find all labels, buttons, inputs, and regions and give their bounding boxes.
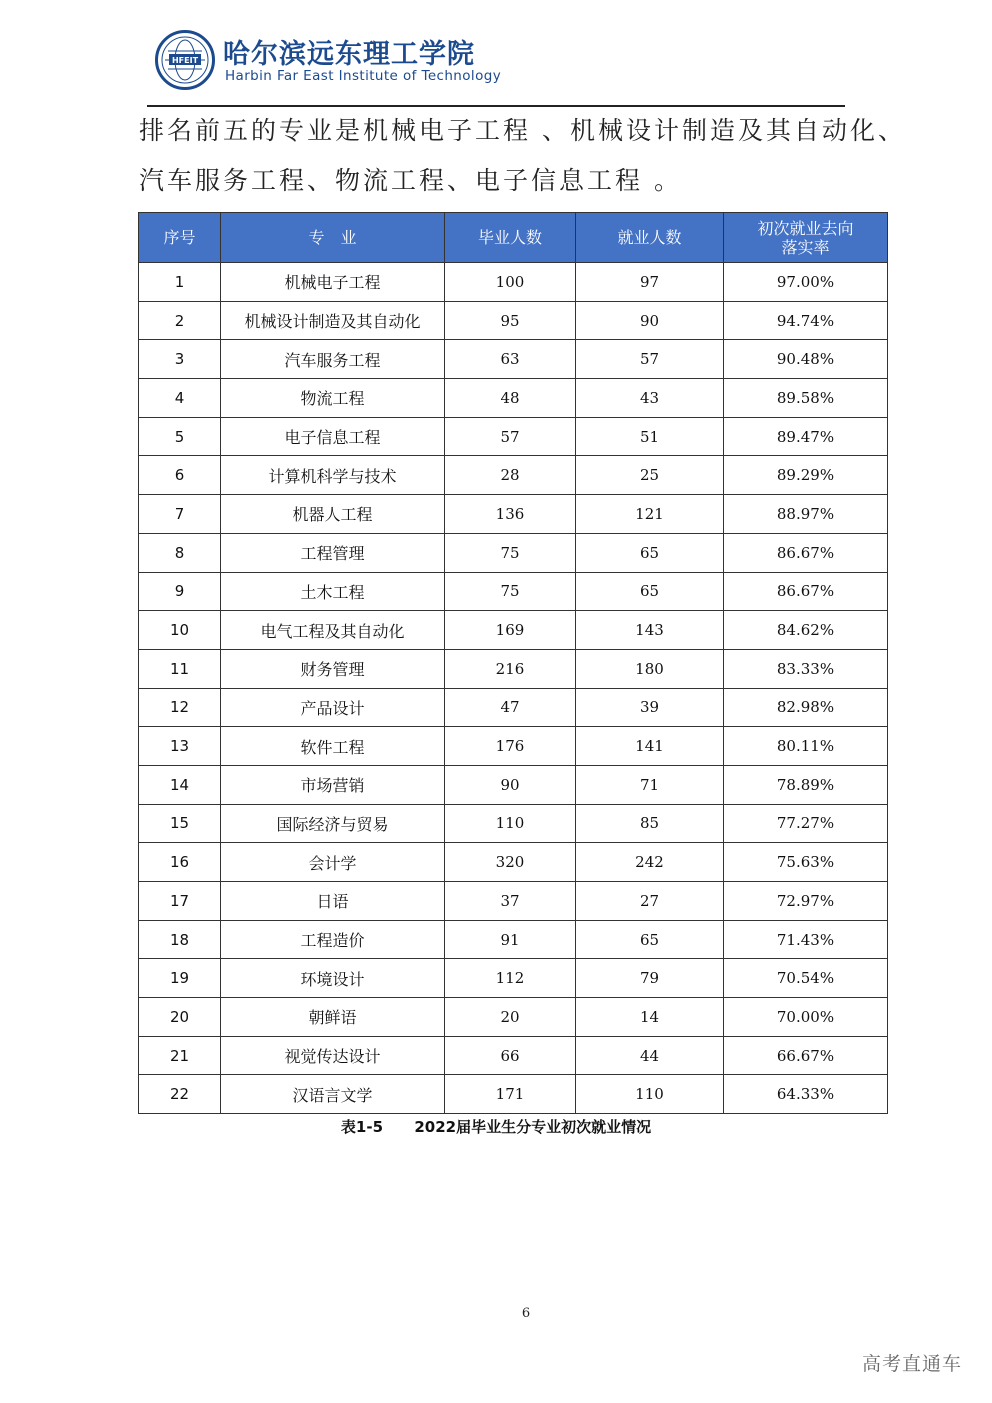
header-employed: 就业人数 [576, 213, 724, 263]
cell-seq: 3 [139, 340, 221, 379]
cell-major: 环境设计 [221, 959, 445, 998]
cell-graduates: 91 [445, 920, 576, 959]
cell-rate: 70.54% [724, 959, 888, 998]
table-header-row [139, 213, 888, 263]
cell-seq: 12 [139, 688, 221, 727]
cell-employed: 44 [576, 1036, 724, 1075]
table-row [139, 882, 888, 921]
table-row [139, 572, 888, 611]
cell-rate: 64.33% [724, 1075, 888, 1114]
cell-seq: 19 [139, 959, 221, 998]
cell-employed: 97 [576, 263, 724, 302]
cell-graduates: 75 [445, 572, 576, 611]
cell-graduates: 37 [445, 882, 576, 921]
cell-employed: 27 [576, 882, 724, 921]
table-row [139, 340, 888, 379]
cell-seq: 14 [139, 765, 221, 804]
cell-major: 工程管理 [221, 533, 445, 572]
table-row [139, 1036, 888, 1075]
cell-graduates: 75 [445, 533, 576, 572]
cell-graduates: 112 [445, 959, 576, 998]
cell-seq: 22 [139, 1075, 221, 1114]
table-row [139, 1075, 888, 1114]
table-row [139, 417, 888, 456]
cell-rate: 77.27% [724, 804, 888, 843]
cell-graduates: 95 [445, 301, 576, 340]
cell-graduates: 20 [445, 998, 576, 1037]
cell-seq: 21 [139, 1036, 221, 1075]
cell-employed: 110 [576, 1075, 724, 1114]
cell-major: 市场营销 [221, 765, 445, 804]
page-number: 6 [521, 1306, 531, 1321]
cell-major: 日语 [221, 882, 445, 921]
cell-major: 机器人工程 [221, 495, 445, 534]
cell-rate: 86.67% [724, 533, 888, 572]
cell-major: 机械设计制造及其自动化 [221, 301, 445, 340]
cell-graduates: 176 [445, 727, 576, 766]
table-row [139, 998, 888, 1037]
cell-employed: 90 [576, 301, 724, 340]
cell-rate: 94.74% [724, 301, 888, 340]
table-row [139, 920, 888, 959]
cell-graduates: 47 [445, 688, 576, 727]
cell-major: 汉语言文学 [221, 1075, 445, 1114]
university-name-en: Harbin Far East Institute of Technology [225, 68, 502, 84]
body-paragraph-line-2: 汽车服务工程、物流工程、电子信息工程 。 [139, 166, 682, 195]
cell-graduates: 110 [445, 804, 576, 843]
header-graduates: 毕业人数 [445, 213, 576, 263]
body-paragraph-line-1: 排名前五的专业是机械电子工程 、机械设计制造及其自动化、 [139, 116, 906, 145]
header-seq: 序号 [139, 213, 221, 263]
cell-employed: 71 [576, 765, 724, 804]
cell-seq: 6 [139, 456, 221, 495]
cell-seq: 7 [139, 495, 221, 534]
cell-major: 工程造价 [221, 920, 445, 959]
cell-major: 会计学 [221, 843, 445, 882]
cell-major: 土木工程 [221, 572, 445, 611]
cell-seq: 2 [139, 301, 221, 340]
cell-rate: 97.00% [724, 263, 888, 302]
cell-graduates: 169 [445, 611, 576, 650]
table-row [139, 765, 888, 804]
cell-graduates: 171 [445, 1075, 576, 1114]
table-row [139, 688, 888, 727]
cell-employed: 57 [576, 340, 724, 379]
cell-major: 朝鲜语 [221, 998, 445, 1037]
table-row [139, 301, 888, 340]
cell-employed: 65 [576, 920, 724, 959]
cell-graduates: 66 [445, 1036, 576, 1075]
cell-rate: 86.67% [724, 572, 888, 611]
watermark: 高考直通车 [861, 1353, 962, 1375]
table-row [139, 263, 888, 302]
cell-rate: 78.89% [724, 765, 888, 804]
cell-rate: 89.47% [724, 417, 888, 456]
cell-seq: 1 [139, 263, 221, 302]
cell-major: 电气工程及其自动化 [221, 611, 445, 650]
cell-major: 视觉传达设计 [221, 1036, 445, 1075]
cell-employed: 143 [576, 611, 724, 650]
cell-graduates: 216 [445, 649, 576, 688]
cell-major: 汽车服务工程 [221, 340, 445, 379]
cell-graduates: 320 [445, 843, 576, 882]
cell-employed: 141 [576, 727, 724, 766]
cell-major: 电子信息工程 [221, 417, 445, 456]
cell-graduates: 57 [445, 417, 576, 456]
table-row [139, 649, 888, 688]
cell-rate: 88.97% [724, 495, 888, 534]
header-divider [147, 105, 845, 107]
cell-rate: 90.48% [724, 340, 888, 379]
cell-seq: 18 [139, 920, 221, 959]
cell-employed: 65 [576, 533, 724, 572]
cell-graduates: 48 [445, 379, 576, 418]
table-row [139, 533, 888, 572]
logo-text: HFEIT [171, 56, 199, 65]
cell-graduates: 136 [445, 495, 576, 534]
cell-major: 国际经济与贸易 [221, 804, 445, 843]
cell-employed: 180 [576, 649, 724, 688]
cell-employed: 51 [576, 417, 724, 456]
cell-seq: 4 [139, 379, 221, 418]
cell-employed: 43 [576, 379, 724, 418]
table-row [139, 804, 888, 843]
table-row [139, 727, 888, 766]
cell-graduates: 63 [445, 340, 576, 379]
cell-rate: 82.98% [724, 688, 888, 727]
table-row [139, 379, 888, 418]
header-rate: 初次就业去向 落实率 [724, 213, 888, 263]
employment-table [138, 212, 888, 1114]
cell-major: 产品设计 [221, 688, 445, 727]
table-row [139, 843, 888, 882]
cell-rate: 89.29% [724, 456, 888, 495]
header-major: 专 业 [221, 213, 445, 263]
cell-employed: 242 [576, 843, 724, 882]
cell-employed: 14 [576, 998, 724, 1037]
table-row [139, 495, 888, 534]
cell-seq: 20 [139, 998, 221, 1037]
cell-major: 物流工程 [221, 379, 445, 418]
table-row [139, 959, 888, 998]
table-caption: 表1-5 2022届毕业生分专业初次就业情况 [340, 1118, 652, 1136]
cell-employed: 39 [576, 688, 724, 727]
cell-seq: 17 [139, 882, 221, 921]
cell-employed: 65 [576, 572, 724, 611]
university-name-cn: 哈尔滨远东理工学院 [223, 39, 475, 70]
cell-seq: 8 [139, 533, 221, 572]
cell-seq: 13 [139, 727, 221, 766]
cell-major: 计算机科学与技术 [221, 456, 445, 495]
cell-rate: 70.00% [724, 998, 888, 1037]
university-logo [155, 30, 215, 90]
cell-rate: 72.97% [724, 882, 888, 921]
cell-rate: 80.11% [724, 727, 888, 766]
cell-rate: 83.33% [724, 649, 888, 688]
cell-graduates: 100 [445, 263, 576, 302]
cell-employed: 121 [576, 495, 724, 534]
cell-rate: 89.58% [724, 379, 888, 418]
cell-employed: 79 [576, 959, 724, 998]
cell-rate: 66.67% [724, 1036, 888, 1075]
cell-rate: 71.43% [724, 920, 888, 959]
cell-rate: 84.62% [724, 611, 888, 650]
cell-rate: 75.63% [724, 843, 888, 882]
cell-seq: 15 [139, 804, 221, 843]
cell-major: 软件工程 [221, 727, 445, 766]
cell-seq: 16 [139, 843, 221, 882]
cell-major: 财务管理 [221, 649, 445, 688]
cell-graduates: 28 [445, 456, 576, 495]
cell-graduates: 90 [445, 765, 576, 804]
table-row [139, 611, 888, 650]
cell-major: 机械电子工程 [221, 263, 445, 302]
cell-employed: 25 [576, 456, 724, 495]
cell-seq: 5 [139, 417, 221, 456]
cell-seq: 9 [139, 572, 221, 611]
table-row [139, 456, 888, 495]
cell-seq: 11 [139, 649, 221, 688]
cell-seq: 10 [139, 611, 221, 650]
cell-employed: 85 [576, 804, 724, 843]
